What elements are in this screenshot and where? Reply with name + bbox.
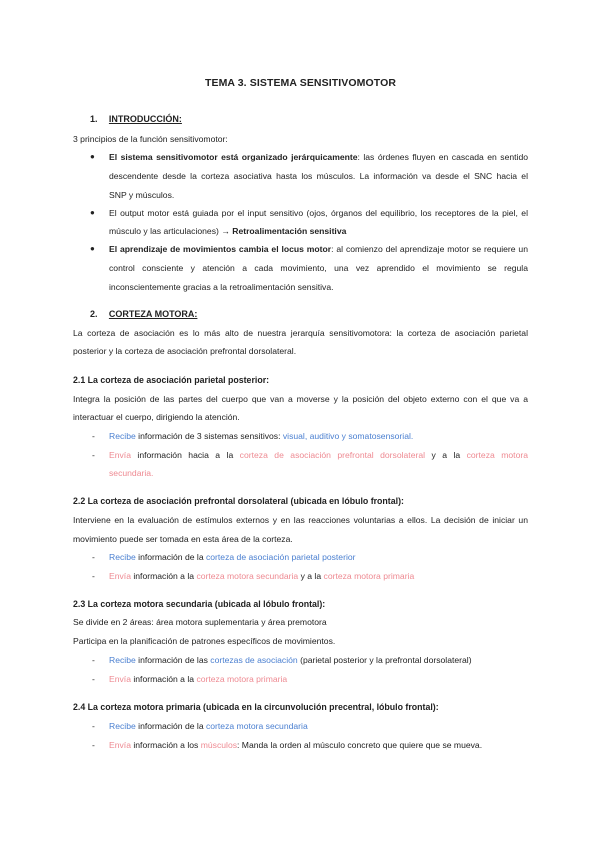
subsection-2-3-para-line-1: Se divide en 2 áreas: área motora suplementaria y área premotora: [73, 617, 327, 627]
subsection-2-1-envia: Envía información hacia a la corteza de asociación prefrontal dorsolateral y a la corteza motora: [109, 450, 528, 460]
page-title: TEMA 3. SISTEMA SENSITIVOMOTOR: [204, 77, 397, 89]
subsection-2-3-envia: Envía información a la corteza motora primaria: [109, 674, 288, 684]
section-2-para-line-2: posterior y la corteza de asociación prefrontal dorsolateral.: [73, 346, 297, 356]
bullet-3-marker: ●: [90, 244, 95, 253]
subsection-2-1-envia-cont: secundaria.: [109, 468, 154, 478]
bullet-1-line-1: El sistema sensitivomotor está organizado jerárquicamente: las órdenes fluyen en cascada en sentido: [109, 152, 529, 162]
bullet-2-line-2: músculo y las articulaciones) → Retroalimentación sensitiva: [109, 226, 347, 236]
subsection-2-2-para-line-2: movimiento puede ser tomada en esta área de la corteza.: [73, 534, 293, 544]
dash-2-2-a: -: [92, 552, 95, 562]
subsection-2-1-recibe: Recibe información de 3 sistemas sensitivos: visual, auditivo y somatosensorial.: [109, 431, 414, 441]
section-2-para-line-1: La corteza de asociación es lo más alto de nuestra jerarquía sensitivomotora: la corteza de asociación parietal: [73, 328, 528, 338]
bullet-3-line-1: El aprendizaje de movimientos cambia el locus motor: al comienzo del aprendizaje motor se requiere un: [109, 244, 528, 254]
bullet-3-line-2: control consciente y atención a cada movimiento, una vez aprendido el movimiento se regula: [109, 263, 528, 273]
subsection-2-3-recibe: Recibe información de las cortezas de asociación (parietal posterior y la prefrontal dorsolateral): [109, 655, 472, 665]
dash-2-3-b: -: [92, 674, 95, 684]
subsection-2-2-para-line-1: Interviene en la evaluación de estímulos externos y en las reacciones voluntarias a ellos. La decisión de iniciar un: [73, 515, 528, 525]
bullet-1-line-3: SNP y músculos.: [109, 190, 175, 200]
section-1-intro: 3 principios de la función sensitivomotor:: [73, 134, 228, 144]
subsection-2-1-para-line-1: Integra la posición de las partes del cuerpo que van a moverse y la posición del objeto externo con el que va a: [73, 394, 528, 404]
subsection-2-2-recibe: Recibe información de la corteza de asociación parietal posterior: [109, 552, 356, 562]
subsection-2-1-para-line-2: interactuar el cuerpo, dirigiendo la atención.: [73, 412, 240, 422]
dash-2-1-b: -: [92, 450, 95, 460]
bullet-3-line-3: inconscientemente gracias a la retroalimentación sensitiva.: [109, 282, 334, 292]
section-2-number: 2.: [90, 309, 98, 319]
section-1-heading: [90, 115, 182, 124]
subsection-2-4-recibe: Recibe información de la corteza motora secundaria: [109, 721, 308, 731]
subsection-2-3-para-line-2: Participa en la planificación de patrones específicos de movimientos.: [73, 636, 336, 646]
dash-2-3-a: -: [92, 655, 95, 665]
section-2-heading: [90, 310, 197, 319]
section-2-title: CORTEZA MOTORA:: [108, 309, 198, 319]
subsection-2-3-heading: 2.3 La corteza motora secundaria (ubicada al lóbulo frontal):: [73, 599, 326, 609]
section-1-title: INTRODUCCIÓN:: [108, 114, 182, 124]
dash-2-4-b: -: [92, 740, 95, 750]
subsection-2-1-heading: 2.1 La corteza de asociación parietal posterior:: [73, 375, 270, 385]
bullet-2-line-1: El output motor está guiada por el input sensitivo (ojos, órganos del equilibrio, los receptores de la piel, el: [109, 208, 528, 218]
subsection-2-2-envia: Envía información a la corteza motora secundaria y a la corteza motora primaria: [109, 571, 415, 581]
subsection-2-4-envia: Envía información a los músculos: Manda la orden al músculo concreto que quiere que se mueva.: [109, 740, 483, 750]
section-1-number: 1.: [90, 114, 98, 124]
bullet-1-marker: ●: [90, 152, 95, 161]
dash-2-4-a: -: [92, 721, 95, 731]
subsection-2-4-heading: 2.4 La corteza motora primaria (ubicada en la circunvolución precentral, lóbulo frontal):: [73, 702, 439, 712]
dash-2-2-b: -: [92, 571, 95, 581]
dash-2-1-a: -: [92, 431, 95, 441]
bullet-2-marker: ●: [90, 208, 95, 217]
bullet-1-line-2: descendente desde la corteza asociativa hasta los músculos. La información va desde el SNC hacia el: [109, 171, 528, 181]
subsection-2-2-heading: 2.2 La corteza de asociación prefrontal dorsolateral (ubicada en lóbulo frontal):: [73, 496, 404, 506]
